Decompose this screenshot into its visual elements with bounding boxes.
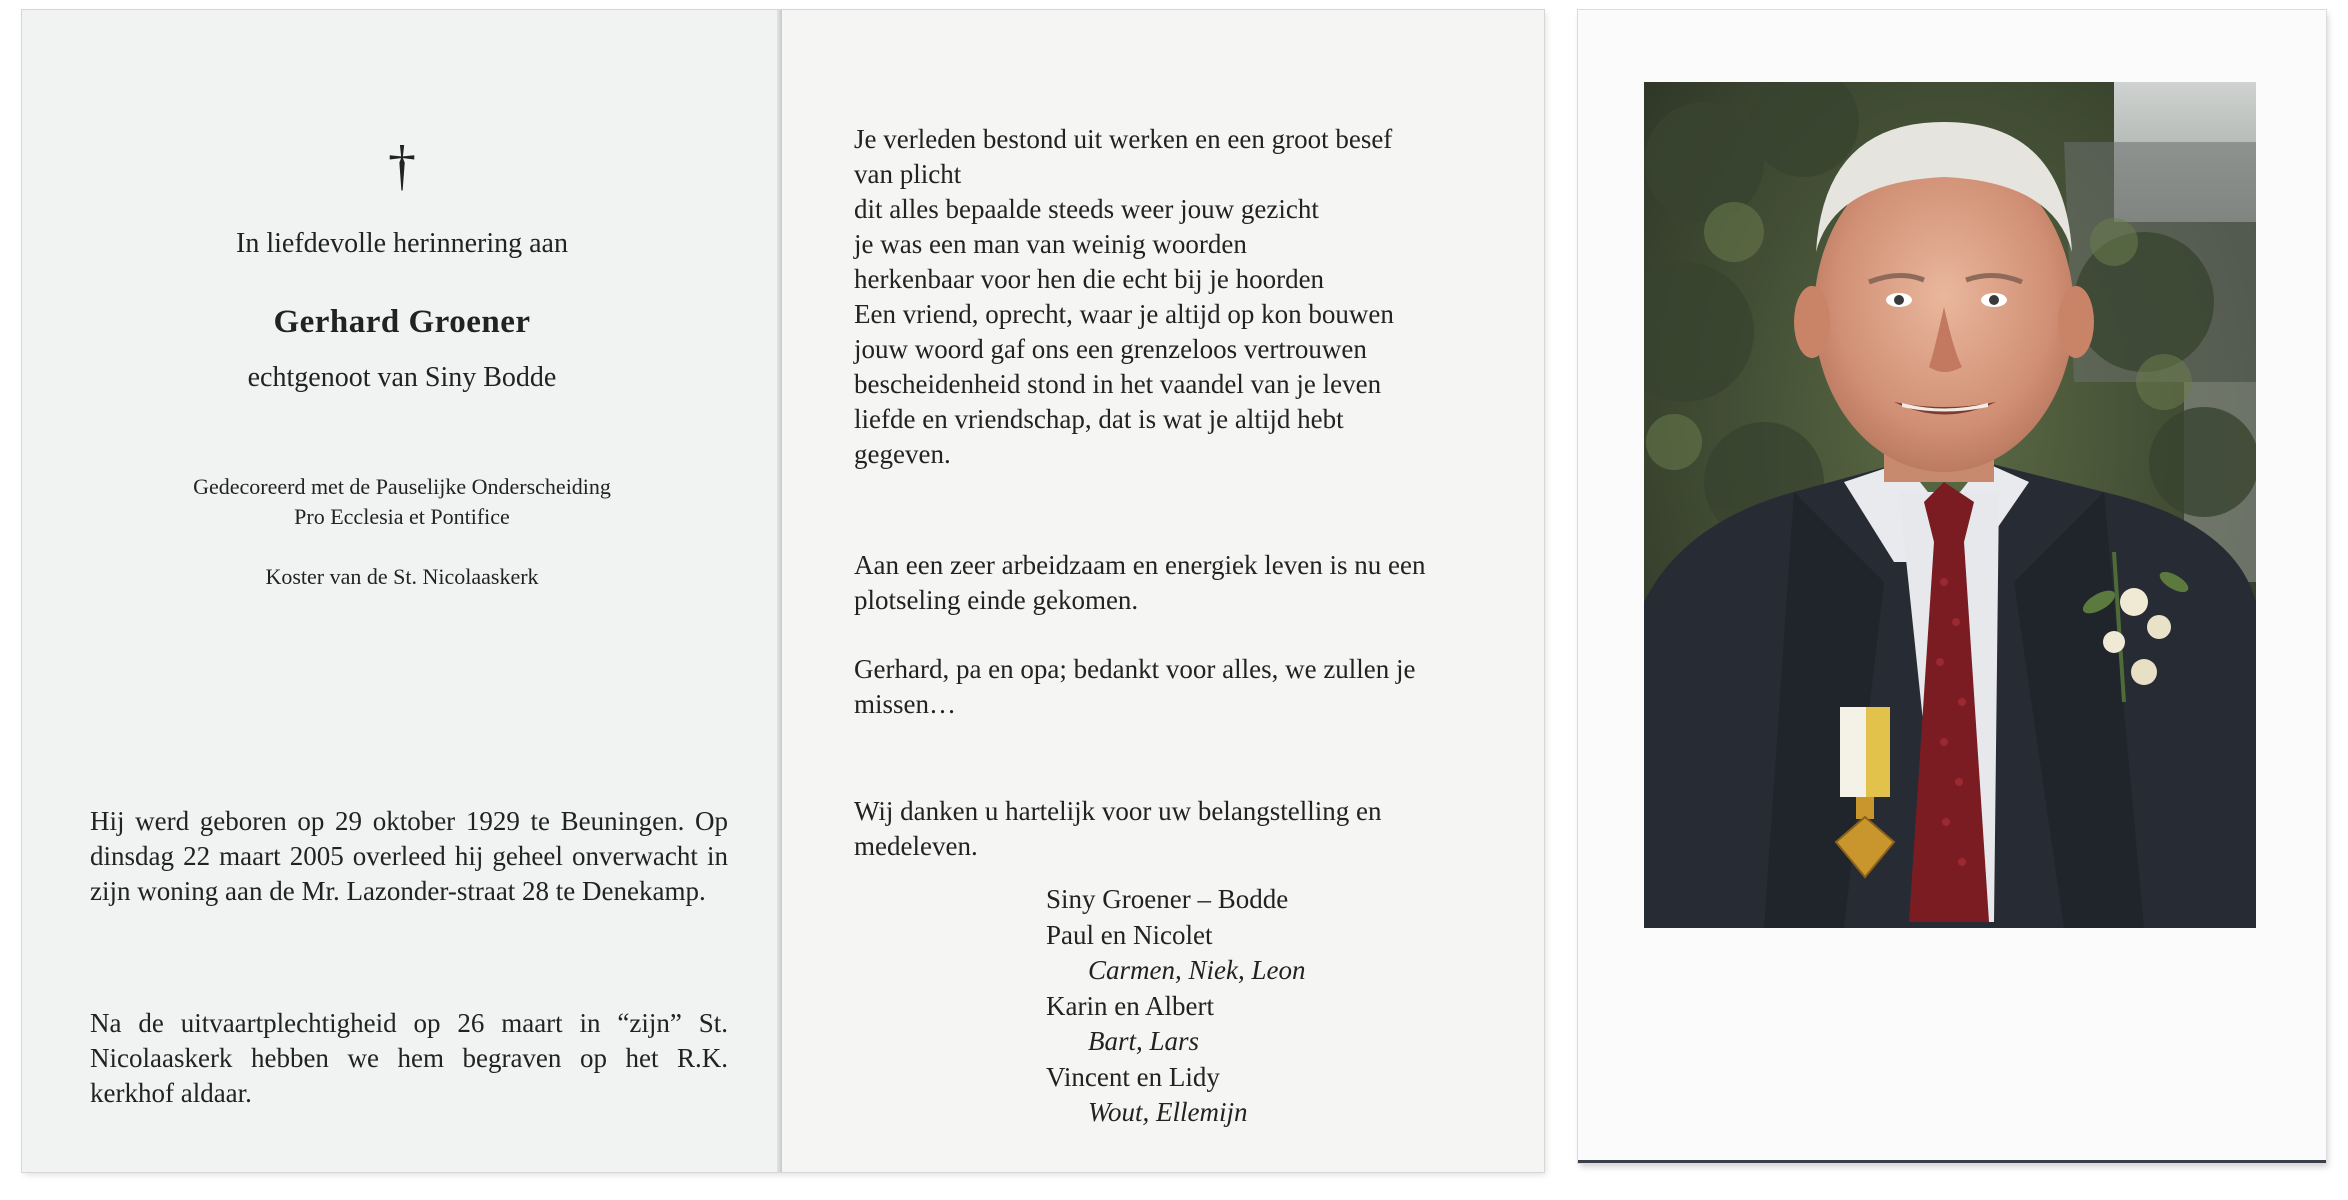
family-member-names: Vincent en Lidy <box>1046 1061 1220 1092</box>
poem-line: Je verleden bestond uit werken en een groot besef <box>854 124 1393 154</box>
grandchildren-names: Bart, Lars <box>1088 1026 1200 1056</box>
poem-line: bescheidenheid stond in het vaandel van je leven <box>854 369 1382 399</box>
honor-line: Pro Ecclesia et Pontifice <box>294 504 510 529</box>
farewell-paragraph: Gerhard, pa en opa; bedankt voor alles, we zullen je missen… <box>854 654 1416 719</box>
burial-text: Na de uitvaartplechtigheid op 26 maart in “zijn” St. Nicolaaskerk hebben we hem begraven op het R.K. kerkhof aldaar. <box>90 1008 728 1108</box>
thanks-paragraph: Wij danken u hartelijk voor uw belangstelling en medeleven. <box>854 796 1382 861</box>
grandchildren-names: Carmen, Niek, Leon <box>1088 955 1306 985</box>
poem-line: liefde en vriendschap, dat is wat je altijd hebt <box>854 404 1344 434</box>
portrait-illustration <box>1644 82 2256 928</box>
portrait-photo <box>1644 82 2256 928</box>
family-member-names: Siny Groener – Bodde <box>1046 884 1289 914</box>
poem-line: jouw woord gaf ons een grenzeloos vertrouwen <box>854 334 1367 364</box>
poem <box>854 122 1494 472</box>
poem-line: dit alles bepaalde steeds weer jouw gezicht <box>854 194 1319 224</box>
poem-line: gegeven. <box>854 439 951 469</box>
poem-line: herkenbaar voor hen die echt bij je hoorden <box>854 264 1325 294</box>
koster-line: Koster van de St. Nicolaaskerk <box>265 564 539 589</box>
photo-card <box>1578 10 2326 1163</box>
family-signatures <box>1046 882 1305 1131</box>
right-panel <box>782 10 1544 1172</box>
poem-line: Een vriend, oprecht, waar je altijd op kon bouwen <box>854 299 1394 329</box>
poem-line: je was een man van weinig woorden <box>854 229 1247 259</box>
poem-line: van plicht <box>854 159 962 189</box>
biography-paragraph <box>90 804 728 909</box>
cross-icon: † <box>388 135 416 197</box>
family-member-names: Karin en Albert <box>1046 990 1214 1021</box>
biography-text: Hij werd geboren op 29 oktober 1929 te Beuningen. Op dinsdag 22 maart 2005 overleed hij geheel onverwacht in zijn woning aan de Mr. Lazonder-straat 28 te Denekamp. <box>90 806 728 906</box>
spouse-line: echtgenoot van Siny Bodde <box>247 362 557 393</box>
memorial-card-folded <box>22 10 1544 1172</box>
burial-paragraph <box>90 1006 728 1111</box>
honor-block <box>22 472 782 532</box>
grandchildren-names: Wout, Ellemijn <box>1088 1097 1248 1127</box>
family-member-names: Paul en Nicolet <box>1046 919 1213 950</box>
closing-paragraph: Aan een zeer arbeidzaam en energiek leven is nu een plotseling einde gekomen. <box>854 550 1426 615</box>
left-panel <box>22 10 782 1172</box>
deceased-name: Gerhard Groener <box>273 304 531 340</box>
remembrance-heading: In liefdevolle herinnering aan <box>236 228 568 259</box>
honor-line: Gedecoreerd met de Pauselijke Onderscheiding <box>193 474 611 499</box>
